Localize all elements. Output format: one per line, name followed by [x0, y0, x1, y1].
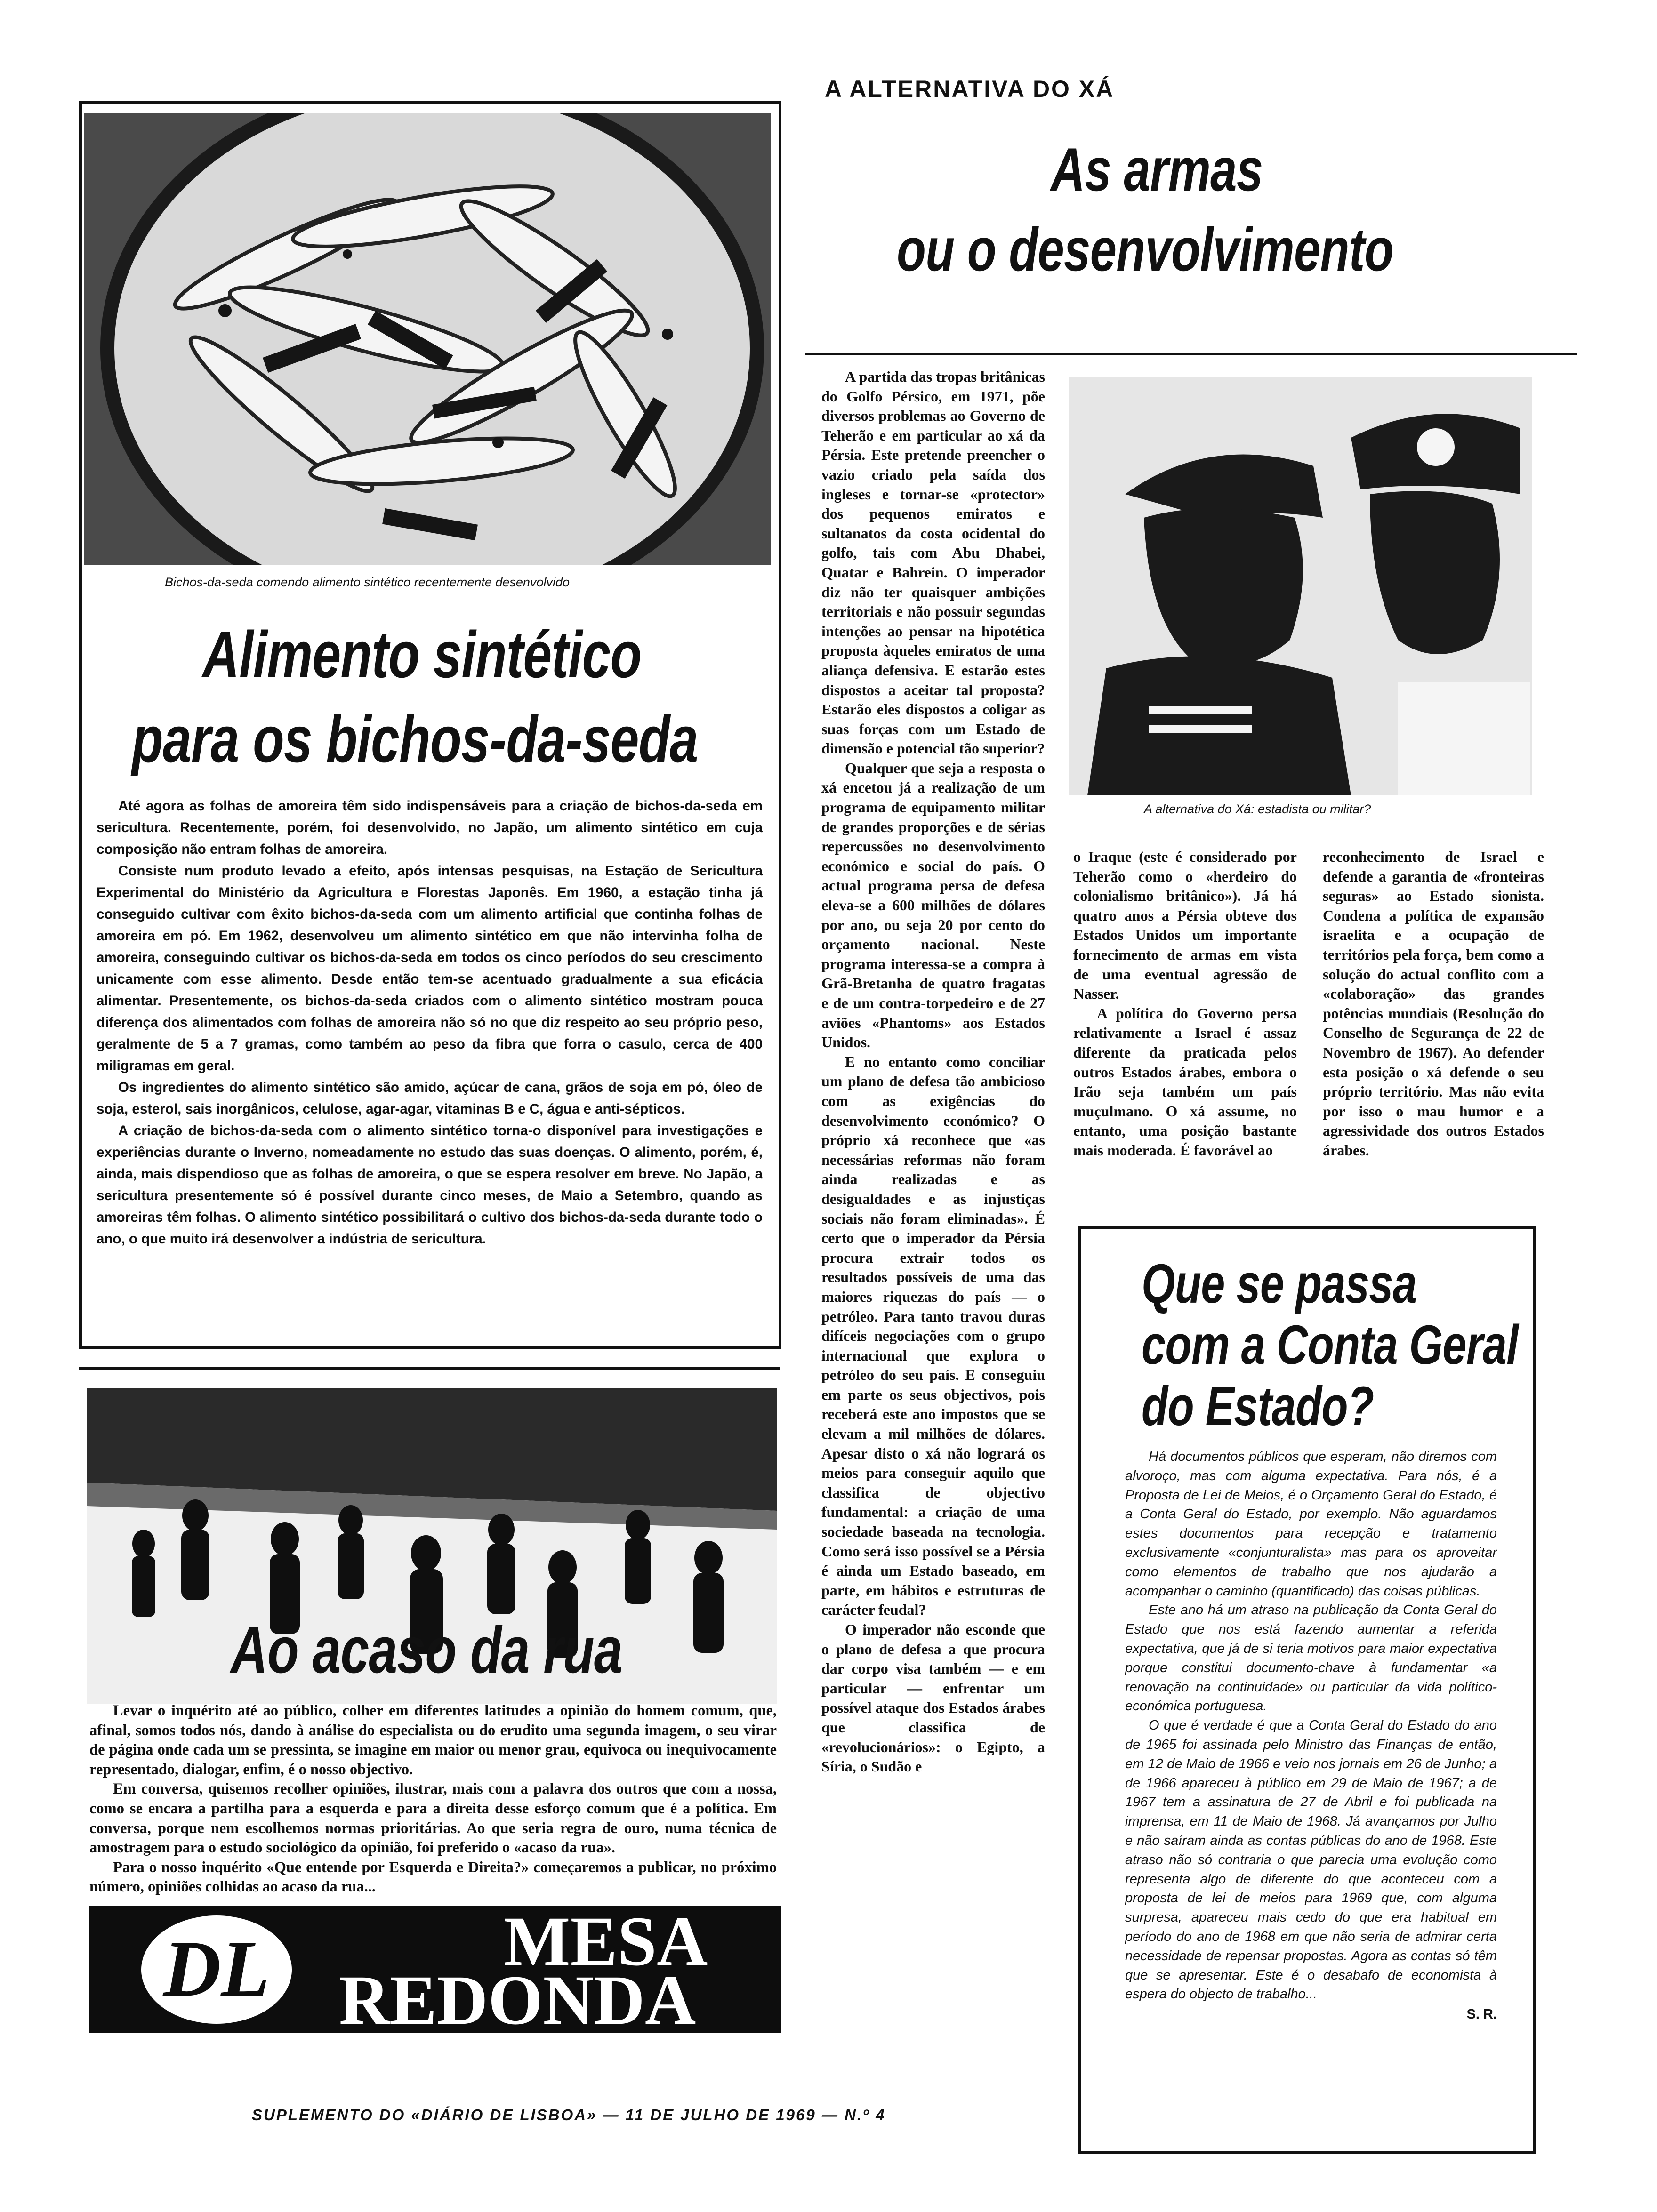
silkworm-photo-caption: Bichos-da-seda comendo alimento sintético recentemente desenvolvido	[165, 575, 570, 589]
xa-paragraph: A política do Governo persa relativamente a Israel é assaz diferente da praticada pelos outros Estados árabes, embora o Irão seja também um país muçulmano. O xá assume, no entanto, uma posição bastante mais moderada. É favorável ao	[1073, 1004, 1297, 1159]
dl-logo-text: DL	[163, 1924, 270, 2013]
conta-title-line-1: Que se passa	[1142, 1253, 1417, 1315]
conta-paragraph: O que é verdade é que a Conta Geral do Estado do ano de 1965 foi assinada pelo Ministro das Finanças de então, em 12 de Maio de 1966 e veio nos jornais em 26 de Junho; a de 1966 apareceu à público em 29 de Maio de 1967; a de 1967 tem a assinatura de 27 de Abril e foi publicada na imprensa, em 11 de Maio de 1968. Já avançamos por Julho e não saíram ainda as contas públicas do ano de 1968. Este atraso não só contraria o que parecia uma evolução como representa algo de diferente do que aconteceu com a proposta de lei de meios para 1969 que, com alguma surpresa, apareceu mais cedo do que era habitual em período do ano de 1968 em que não seria de admirar certa necessidade de repensar propostas. Agora as contas só têm que se apresentar. Este é o desabafo de economista à espera do objecto de trabalho...	[1125, 1718, 1497, 2002]
xa-paragraph: reconhecimento de Israel e defende a garantia de «fronteiras seguras» ao Estado sionista. Condena a política de expansão israelita e a ocupação de territórios pela força, bem como a solução do actual conflito com a «colaboração» das grandes potências mundiais (Resolução do Conselho de Segurança de 22 de Novembro de 1967). Ao defender esta posição o xá defende o seu próprio território. Mas não evita por isso o mau humor e a agressividade dos outros Estados árabes.	[1323, 848, 1544, 1159]
silkworm-paragraph: Até agora as folhas de amoreira têm sido indispensáveis para a criação de bichos-da-seda em sericultura. Recentemente, porém, foi desenvolvido, no Japão, um alimento sintético em cuja composição não entram folhas de amoreira.	[97, 798, 763, 857]
rua-paragraph: Para o nosso inquérito «Que entende por Esquerda e Direita?» começaremos a publicar, no próximo número, opiniões colhidas ao acaso da rua...	[89, 1859, 777, 1896]
mesa-title-line-1: MESA	[504, 1902, 708, 1980]
headline-line-2: ou o desenvolvimento	[897, 215, 1393, 284]
headline-rule	[805, 353, 1577, 355]
silkworm-title-line-1: Alimento sintético	[202, 617, 642, 691]
dl-logo	[141, 1915, 292, 2024]
conta-paragraph: Este ano há um atraso na publicação da Conta Geral do Estado que nos está fazendo aumentar a referida expectativa, que já de si teria motivos para maior expectativa porque constitui documento-chave à fundamentar «a renovação na continuidade» ou particular da vida político-económica portuguesa.	[1125, 1603, 1497, 1714]
footer-line: SUPLEMENTO DO «DIÁRIO DE LISBOA» — 11 DE JULHO DE 1969 — N.º 4	[252, 2106, 886, 2124]
mesa-redonda-banner	[89, 1902, 781, 2039]
xa-column-3	[1323, 847, 1544, 1161]
silkworm-paragraph: Consiste num produto levado a efeito, após intensas pesquisas, na Estação de Sericultura Experimental do Ministério da Agricultura e Florestas Japonês. Em 1960, a estação tinha já conseguido cultivar com êxito bichos-da-seda com um alimento artificial que continha folhas de amoreira em pó. Em 1962, desenvolveu um alimento sintético em que não intervinha folha de amoreira, conseguindo cultivar os bichos-da-seda em todos os cinco períodos do seu crescimento unicamente com esse alimento. Desde então tem-se acentuado gradualmente a sua eficácia alimentar. Presentemente, os bichos-da-seda criados com o alimento sintético mostram pouca diferença dos alimentados com folhas de amoreira não só no que diz respeito ao seu próprio peso, geralmente de 5 a 7 gramas, como também ao peso da fibra que forra o casulo, cerca de 400 miligramas em geral.	[97, 863, 763, 1074]
xa-paragraph: o Iraque (este é considerado por Teherão como o «herdeiro do colonialismo britânico»). Já há quatro anos a Pérsia obteve dos Estados Unidos um importante fornecimento de armas em vista de uma eventual agressão de Nasser.	[1073, 848, 1297, 1002]
rua-paragraph: Levar o inquérito até ao público, colher em diferentes latitudes a opinião do homem comum, que, afinal, somos todos nós, dando à análise do especialista ou do erudito uma segunda imagem, o seu virar de página onde cada um se pressinta, se imagine em maior ou menor grau, equivoca ou inequivocamente representado, dialogar, enfim, é o nosso objectivo.	[89, 1702, 777, 1778]
xa-photo-caption: A alternativa do Xá: estadista ou militar?	[1144, 802, 1371, 816]
mesa-title-line-2: REDONDA	[339, 1961, 696, 2039]
silkworm-paragraph: A criação de bichos-da-seda com o alimento sintético torna-o disponível para investigações e experiências durante o Inverno, nomeadamente no estudo das suas doenças. O alimento, porém, é, ainda, mais dispendioso que as folhas de amoreira, o que se espera resolver em breve. No Japão, a sericultura presentemente só é possível durante cinco meses, de Maio a Setembro, quando as amoreiras têm folhas. O alimento sintético possibilitará o cultivo dos bichos-da-seda durante todo o ano, o que muito irá desenvolver a indústria de sericultura.	[97, 1123, 763, 1247]
silkworm-body	[97, 795, 763, 1250]
conta-title-line-3: do Estado?	[1142, 1375, 1374, 1437]
silkworm-title-line-2: para os bichos-da-seda	[132, 702, 698, 776]
rua-title: Ao acaso da rua	[231, 1613, 622, 1687]
silkworm-paragraph: Os ingredientes do alimento sintético são amido, açúcar de cana, grãos de soja em pó, óleo de soja, esterol, sais inorgânicos, celulose, agar-agar, vitaminas B e C, água e anti-sépticos.	[97, 1080, 763, 1117]
xa-paragraph: E no entanto como conciliar um plano de defesa tão ambicioso com as exigências do desenvolvimento económico? O próprio xá reconhece que «as necessárias reformas não foram ainda realizadas e as desigualdades e as injustiças sociais não foram eliminadas». É certo que o imperador da Pérsia procura extrair todos os resultados possíveis de uma das maiores riquezas do país — o petróleo. Para tanto travou duras difíceis negociações com o grupo internacional que explora o petróleo do seu país. E conseguiu em parte os seus objectivos, pois receberá este ano impostos que se elevam a mil milhões de dólares. Apesar disto o xá não logrará os meios para conseguir aquilo que classifica de objectivo fundamental: a criação de uma sociedade baseada na tecnologia. Como será isso possível se a Pérsia é ainda um Estado baseado, em parte, em hábitos e estruturas de carácter feudal?	[821, 1053, 1045, 1619]
xa-column-1	[821, 367, 1045, 1777]
silkworm-photo	[84, 113, 771, 565]
xa-paragraph: O imperador não esconde que o plano de defesa a que procura dar corpo visa também — e em particular — enfrentar um possível ataque dos Estados árabes que classifica de «revolucionários»: o Egipto, a Síria, o Sudão e	[821, 1621, 1045, 1775]
conta-title-line-2: com a Conta Geral	[1142, 1314, 1518, 1376]
xa-portrait-illustration	[1069, 377, 1532, 795]
conta-signature: S. R.	[1466, 2007, 1497, 2022]
kicker: A ALTERNATIVA DO XÁ	[825, 76, 1115, 102]
rua-top-rule	[79, 1367, 780, 1370]
xa-paragraph: Qualquer que seja a resposta o xá encetou já a realização de um programa de equipamento militar de grandes proporções e de sérias repercussões no desenvolvimento económico e social do país. O actual programa persa de defesa eleva-se a 600 milhões de dólares por ano, ou seja 20 por cento do orçamento nacional. Neste programa interessa-se a compra à Grã-Bretanha de quatro fragatas e de um contra-torpedeiro e de 27 aviões «Phantoms» aos Estados Unidos.	[821, 759, 1045, 1051]
xa-photo	[1069, 377, 1532, 795]
conta-body	[1125, 1447, 1497, 2025]
rua-body	[89, 1701, 777, 1897]
conta-paragraph: Há documentos públicos que esperam, não diremos com alvoroço, mas com alguma expectativa. Para nós, é a Proposta de Lei de Meios, é o Orçamento Geral do Estado, é a Conta Geral do Estado, por exemplo. Não aguardamos estes documentos para recepção e tratamento exclusivamente «conjunturalista» mas para os aproveitar como elementos de trabalho que nos ajudarão a acompanhar o caminho (quantificado) das coisas públicas.	[1125, 1449, 1497, 1599]
silkworm-dish-illustration	[84, 113, 771, 565]
xa-column-2	[1073, 847, 1297, 1161]
xa-paragraph: A partida das tropas britânicas do Golfo Pérsico, em 1971, põe diversos problemas ao Governo de Teherão e em particular ao xá da Pérsia. Este pretende preencher o vazio criado pela saída dos ingleses e tornar-se «protector» dos pequenos emiratos e sultanatos da costa ocidental do golfo, tais com Abu Dhabei, Quatar e Bahrein. O imperador diz não ter quaisquer ambições territoriais e não possuir segundas intenções ao pensar na hipotética proposta àqueles emiratos de uma aliança defensiva. E estarão estes dispostos a aceitar tal proposta? Estarão eles dispostos a coligar as suas forças com um Estado de dimensão e potencial tão superior?	[821, 368, 1045, 757]
headline-line-1: As armas	[1051, 135, 1263, 204]
rua-paragraph: Em conversa, quisemos recolher opiniões, ilustrar, mais com a palavra dos outros que com a nossa, como se encara a partilha para a esquerda e para a direita desse esforço comum que é a política. Em conversa, porque nem escolhemos normas prioritárias. Ao que seria regra de ouro, numa técnica de amostragem para o estudo sociológico da opinião, foi preferido o «acaso da rua».	[89, 1780, 777, 1857]
